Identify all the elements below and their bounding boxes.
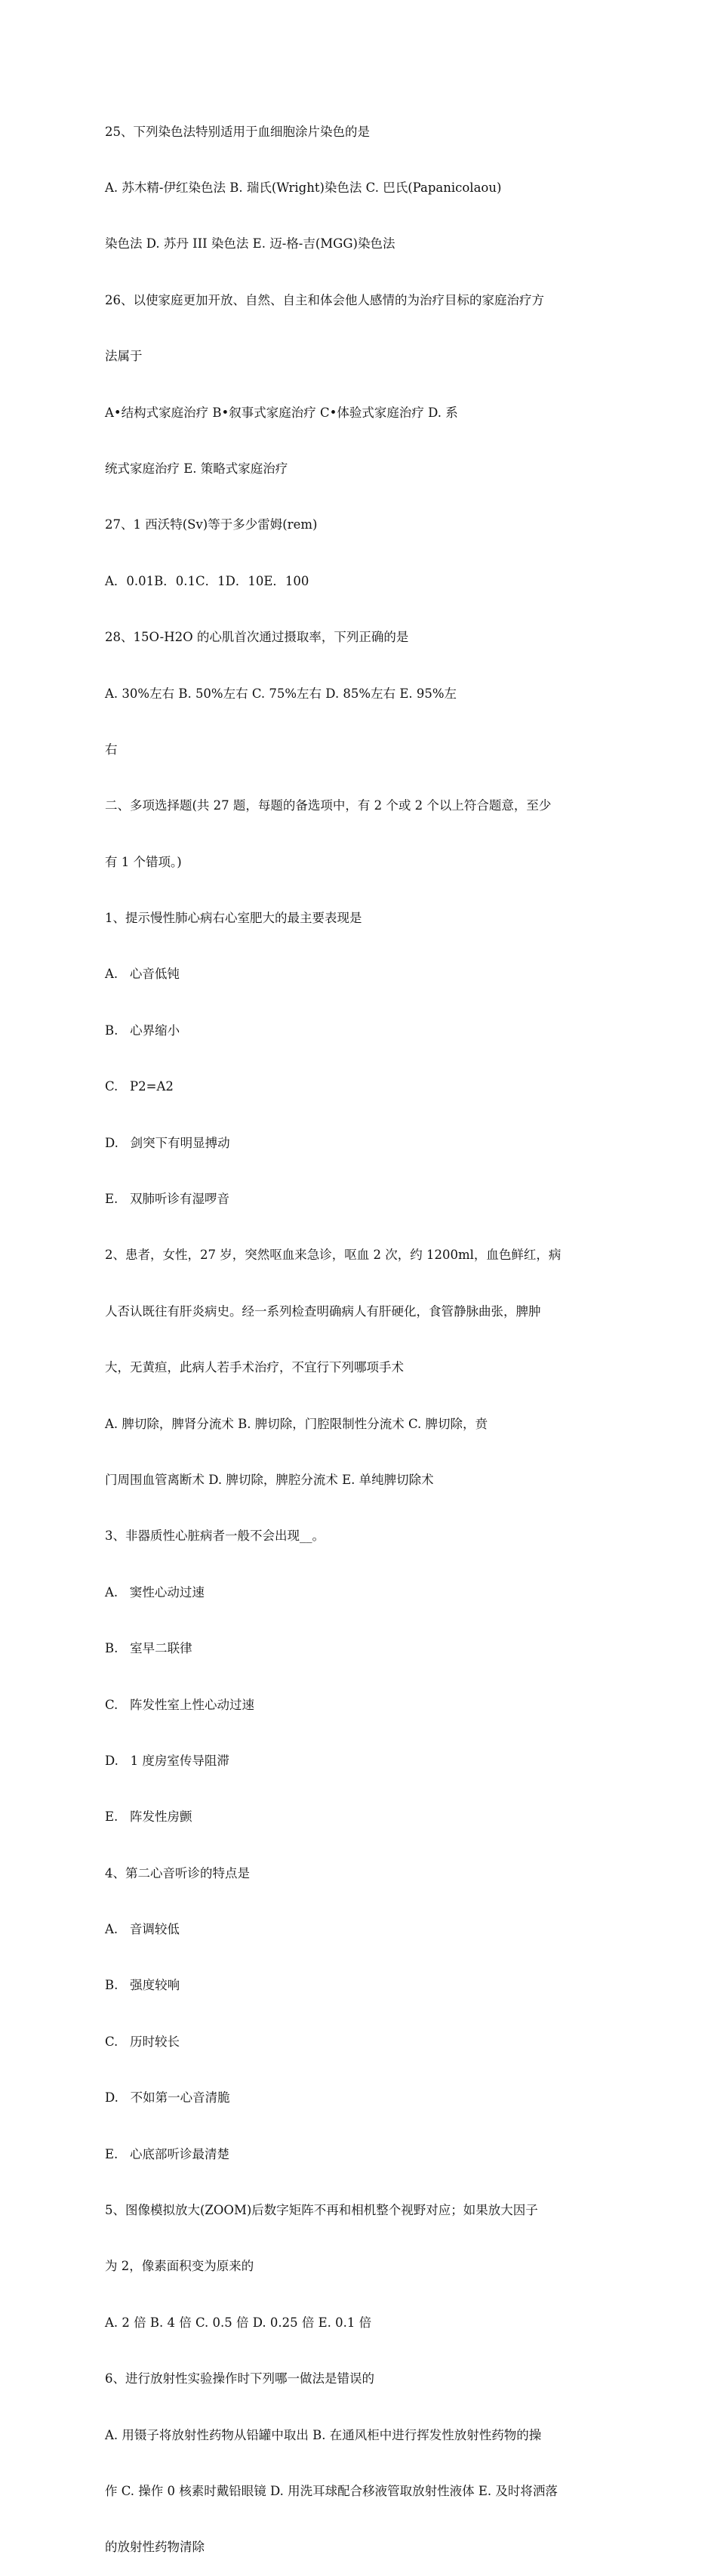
text-line: A. 用镊子将放射性药物从铅罐中取出 B. 在通风柜中进行挥发性放射性药物的操 [105,2427,542,2442]
text-line: E. 双肺听诊有湿啰音 [105,1192,230,1207]
text-line: 作 C. 操作 0 核素时戴铅眼镜 D. 用洗耳球配合移液管取放射性液体 E. 及时将洒落 [105,2484,558,2498]
text-line: 2、患者，女性，27 岁，突然呕血来急诊，呕血 2 次，约 1200ml，血色鲜红，病 [105,1248,562,1263]
text-line: 门周围血管离断术 D. 脾切除，脾腔分流术 E. 单纯脾切除术 [105,1472,434,1487]
section-heading: 二、多项选择题(共 27 题，每题的备选项中，有 2 个或 2 个以上符合题意，至少 [105,798,552,813]
text-line: 为 2，像素面积变为原来的 [105,2259,254,2274]
text-line: 3、非器质性心脏病者一般不会出现__。 [105,1529,325,1544]
text-line: D. 剑突下有明显搏动 [105,1135,230,1150]
text-line: E. 阵发性房颤 [105,1809,192,1825]
text-line: 法属于 [105,349,143,364]
text-line: B. 强度较响 [105,1978,180,1993]
text-line: B. 室早二联律 [105,1641,192,1656]
text-line: A. 心音低钝 [105,967,180,982]
text-line: A．0.01B．0.1C．1D．10E．100 [105,573,309,588]
text-line: C. 阵发性室上性心动过速 [105,1697,255,1712]
text-line: 25、下列染色法特别适用于血细胞涂片染色的是 [105,124,370,139]
document-page [105,85,618,2576]
text-line: 的放射性药物清除 [105,2540,205,2555]
text-line: C. P2=A2 [105,1079,174,1094]
text-line: 4、第二心音听诊的特点是 [105,1865,250,1880]
text-line: 统式家庭治疗 E. 策略式家庭治疗 [105,461,288,476]
text-line: 1、提示慢性肺心病右心室肥大的最主要表现是 [105,911,362,926]
text-line: A. 窦性心动过速 [105,1584,205,1600]
text-line: A. 脾切除，脾肾分流术 B. 脾切除，门腔限制性分流术 C. 脾切除，贲 [105,1416,488,1431]
text-line: D. 1 度房室传导阻滞 [105,1753,229,1768]
text-line: A. 苏木精-伊红染色法 B. 瑞氏(Wright)染色法 C. 巴氏(Papanicolaou) [105,180,502,195]
text-line: D. 不如第一心音清脆 [105,2090,230,2106]
text-line: A. 2 倍 B. 4 倍 C. 0.5 倍 D. 0.25 倍 E. 0.1 倍 [105,2315,372,2330]
text-line: 28、15O-H2O 的心肌首次通过摄取率，下列正确的是 [105,630,409,645]
text-line: A•结构式家庭治疗 B•叙事式家庭治疗 C•体验式家庭治疗 D. 系 [105,405,458,420]
text-line: E. 心底部听诊最清楚 [105,2146,230,2161]
section-heading: 有 1 个错项。) [105,854,182,869]
text-line: 右 [105,742,118,757]
text-line: 27、1 西沃特(Sv)等于多少雷姆(rem) [105,517,318,532]
text-line: C. 历时较长 [105,2034,180,2049]
text-line: 人否认既往有肝炎病史。经一系列检查明确病人有肝硬化，食管静脉曲张，脾肿 [105,1303,541,1319]
text-line: A. 30%左右 B. 50%左右 C. 75%左右 D. 85%左右 E. 95%左 [105,686,457,701]
text-line: B. 心界缩小 [105,1023,180,1038]
text-line: 染色法 D. 苏丹 III 染色法 E. 迈-格-吉(MGG)染色法 [105,236,395,251]
text-line: 26、以使家庭更加开放、自然、自主和体会他人感情的为治疗目标的家庭治疗方 [105,292,544,307]
text-line: 大，无黄疸，此病人若手术治疗，不宜行下列哪项手术 [105,1360,404,1375]
text-line: A. 音调较低 [105,1922,180,1937]
text-line: 6、进行放射性实验操作时下列哪一做法是错误的 [105,2371,374,2386]
text-line: 5、图像模拟放大(ZOOM)后数字矩阵不再和相机整个视野对应；如果放大因子 [105,2203,538,2218]
